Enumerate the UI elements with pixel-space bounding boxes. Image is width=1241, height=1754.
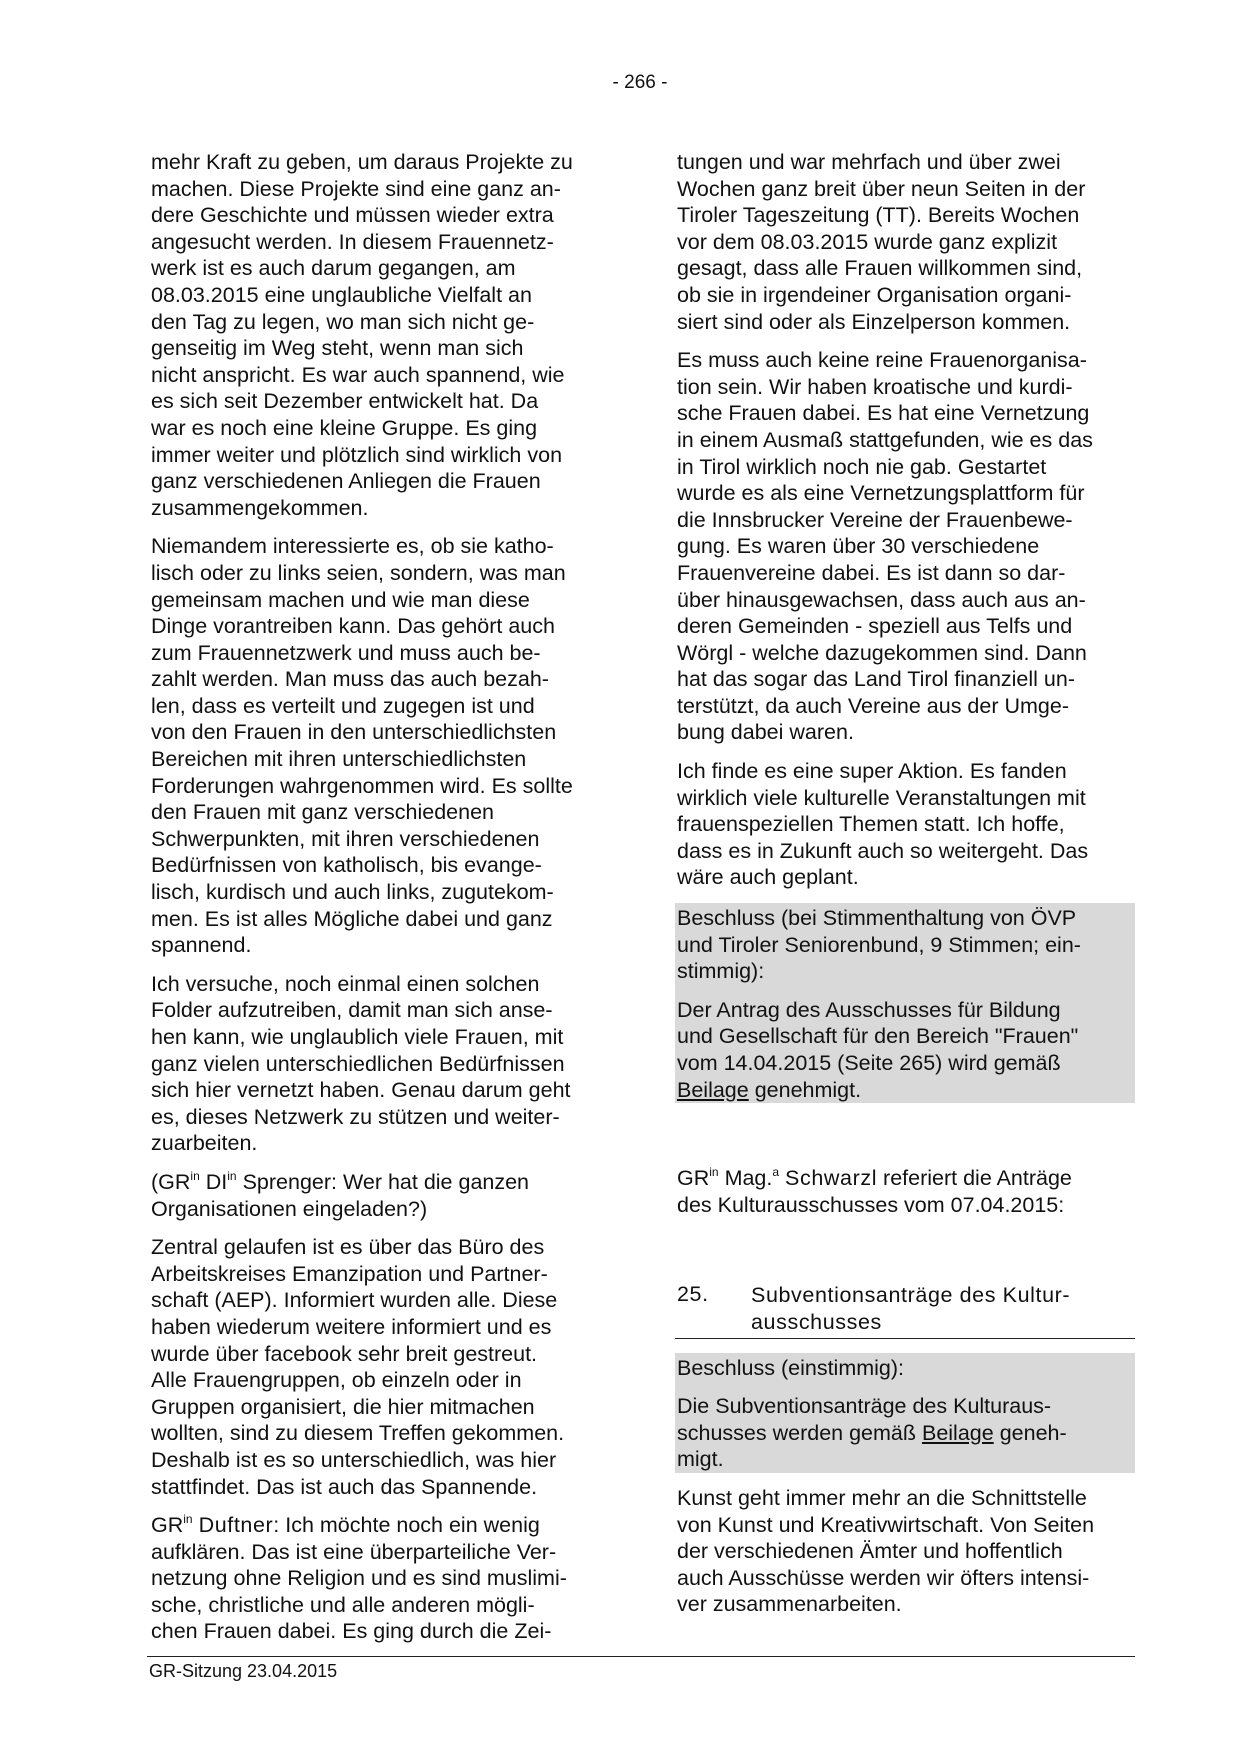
text-line: Folder aufzutreiben, damit man sich anse- (151, 998, 553, 1023)
text-line: zum Frauennetzwerk und muss auch be- (151, 640, 541, 665)
text-line: wurde über facebook sehr breit gestreut. (151, 1341, 538, 1366)
text-line: werk ist es auch darum gegangen, am (151, 256, 516, 281)
text-line: tion sein. Wir haben kroatische und kurdi- (677, 374, 1073, 399)
text-line: wurde es als eine Vernetzungsplattform für (677, 481, 1085, 506)
paragraph (675, 758, 1135, 891)
text-line: zahlt werden. Man muss das auch bezah- (151, 667, 549, 692)
text-line: zuarbeiten. (151, 1131, 258, 1156)
text-line: Gruppen organisiert, die hier mitmachen (151, 1394, 535, 1419)
paragraph (677, 1355, 1133, 1382)
text-line: 08.03.2015 eine unglaubliche Vielfalt an (151, 282, 532, 307)
text-line: deren Gemeinden - speziell aus Telfs und (677, 614, 1073, 639)
text-line: sche, christliche und alle anderen mögli- (151, 1592, 535, 1617)
text-line: es sich seit Dezember entwickelt hat. Da (151, 389, 539, 414)
superscript: in (227, 1168, 237, 1183)
text-line: Beschluss (einstimmig): (677, 1355, 904, 1380)
left-column (149, 149, 609, 1657)
text-line: Deshalb ist es so unterschiedlich, was hier (151, 1447, 557, 1472)
text-line: Organisationen eingeladen?) (151, 1196, 428, 1221)
text-line: Beilage genehmigt. (677, 1077, 862, 1102)
text-line: den Tag zu legen, wo man sich nicht ge- (151, 309, 535, 334)
paragraph (149, 1234, 609, 1500)
text-line: ganz verschiedenen Anliegen die Frauen (151, 469, 541, 494)
text-line: ver zusammenarbeiten. (677, 1592, 902, 1617)
text-line: aufklären. Das ist eine überparteiliche Ver- (151, 1539, 557, 1564)
text-line: des Kulturausschusses vom 07.04.2015: (677, 1192, 1065, 1217)
resolution-kultur (675, 1353, 1135, 1473)
text-line: sich hier vernetzt haben. Genau darum geht (151, 1078, 571, 1103)
text-line: angesucht werden. In diesem Frauennetz- (151, 229, 554, 254)
text-line: gung. Es waren über 30 verschiedene (677, 534, 1040, 559)
text-line: dere Geschichte und müssen wieder extra (151, 203, 554, 228)
superscript: a (772, 1165, 780, 1180)
text-line: über hinausgewachsen, dass auch aus an- (677, 587, 1086, 612)
text-line: Der Antrag des Ausschusses für Bildung (677, 997, 1061, 1022)
text-line: Bedürfnissen von katholisch, bis evange- (151, 853, 542, 878)
attachment-link[interactable]: Beilage (921, 1420, 994, 1445)
text-line: lisch, kurdisch und auch links, zugutekom- (151, 880, 554, 905)
text-line: ausschusses (751, 1309, 882, 1334)
paragraph (149, 971, 609, 1157)
paragraph (675, 347, 1135, 746)
text-line: gemeinsam machen und wie man diese (151, 587, 530, 612)
paragraph (677, 905, 1133, 985)
text-line: Wochen ganz breit über neun Seiten in der (677, 176, 1086, 201)
text-line: auch Ausschüsse werden wir öfters intensi- (677, 1565, 1090, 1590)
text-line: Beschluss (bei Stimmenthaltung von ÖVP (677, 906, 1077, 931)
text-line: immer weiter und plötzlich sind wirklich von (151, 442, 563, 467)
text-line: Wörgl - welche dazugekommen sind. Dann (677, 640, 1087, 665)
text-line: men. Es ist alles Mögliche dabei und ganz (151, 906, 553, 931)
paragraph (149, 149, 609, 521)
text-line: terstützt, da auch Vereine aus der Umge- (677, 693, 1069, 718)
text-line: wirklich viele kulturelle Veranstaltungen mit (677, 785, 1086, 810)
text-line: stimmig): (677, 959, 765, 984)
text-line: stattfindet. Das ist auch das Spannende. (151, 1474, 538, 1499)
superscript: in (183, 1512, 193, 1527)
paragraph (675, 1485, 1135, 1618)
text-line: spannend. (151, 933, 252, 958)
text-line: Kunst geht immer mehr an die Schnittstelle (677, 1485, 1087, 1510)
text-line: migt. (677, 1447, 724, 1472)
text-line: mehr Kraft zu geben, um daraus Projekte zu (151, 150, 573, 174)
text-line: Ich versuche, noch einmal einen solchen (151, 971, 540, 996)
text-line: ob sie in irgendeiner Organisation organi- (677, 282, 1072, 307)
text-line: Zentral gelaufen ist es über das Büro des (151, 1235, 545, 1260)
paragraph (149, 533, 609, 959)
text-line: vom 14.04.2015 (Seite 265) wird gemäß (677, 1051, 1061, 1075)
text-line: Frauenvereine dabei. Es ist dann so dar- (677, 560, 1066, 585)
text-line: und Gesellschaft für den Bereich "Frauen" (677, 1024, 1079, 1049)
text-line: Tiroler Tageszeitung (TT). Bereits Wochen (677, 203, 1080, 228)
text-line: frauenspeziellen Themen statt. Ich hoffe, (677, 812, 1065, 837)
text-line: siert sind oder als Einzelperson kommen. (677, 309, 1071, 334)
text-line: der verschiedenen Ämter und hoffentlich (677, 1539, 1063, 1564)
paragraph (149, 1512, 609, 1645)
right-column (675, 149, 1135, 1630)
footer-text: GR-Sitzung 23.04.2015 (149, 1661, 338, 1681)
text-line: $GR^{in}$ Mag.$^a$ Schwarzl referiert die Anträge (677, 1165, 1072, 1191)
text-line: vor dem 08.03.2015 wurde ganz explizit (677, 229, 1058, 254)
text-line: von Kunst und Kreativwirtschaft. Von Seiten (677, 1512, 1095, 1537)
text-line: Die Subventionsanträge des Kulturaus- (677, 1394, 1052, 1419)
text-line: dass es in Zukunft auch so weitergeht. Das (677, 838, 1089, 863)
paragraph (675, 1165, 1135, 1218)
text-line: wäre auch geplant. (677, 865, 859, 890)
agenda-item-title (751, 1282, 1070, 1335)
paragraph (677, 997, 1133, 1103)
text-line: haben wiederum weitere informiert und es (151, 1314, 552, 1339)
resolution-frauen (675, 903, 1135, 1103)
text-line: $GR^{in}$ Duftner: Ich möchte noch ein wenig (151, 1512, 540, 1538)
text-line: machen. Diese Projekte sind eine ganz an- (151, 176, 561, 201)
superscript: in (709, 1165, 719, 1180)
text-line: ($GR^{in}$ $DI^{in}$ Sprenger: Wer hat die ganzen (151, 1168, 530, 1194)
text-line: genseitig im Weg steht, wenn man sich (151, 336, 524, 361)
text-line: schusses werden gemäß Beilage geneh- (677, 1420, 1067, 1445)
text-line: Dinge vorantreiben kann. Das gehört auch (151, 614, 555, 639)
spacer (675, 1115, 1135, 1165)
text-line: tungen und war mehrfach und über zwei (677, 150, 1061, 174)
speaker-name: Duftner (198, 1513, 274, 1538)
text-line: in einem Ausmaß stattgefunden, wie es das (677, 427, 1093, 452)
text-line: Schwerpunkten, mit ihren verschiedenen (151, 826, 540, 851)
text-line: chen Frauen dabei. Es ging durch die Zei- (151, 1619, 552, 1644)
paragraph (149, 1169, 609, 1222)
text-line: in Tirol wirklich noch nie gab. Gestartet (677, 454, 1047, 479)
text-line: lisch oder zu links seien, sondern, was man (151, 560, 566, 585)
text-line: bung dabei waren. (677, 720, 854, 745)
text-line: Arbeitskreises Emanzipation und Partner- (151, 1261, 548, 1286)
text-line: zusammengekommen. (151, 495, 369, 520)
text-line: den Frauen mit ganz verschiedenen (151, 800, 495, 825)
footer-divider (147, 1656, 1135, 1657)
text-line: len, dass es verteilt und zugegen ist und (151, 693, 535, 718)
text-line: Bereichen mit ihren unterschiedlichsten (151, 747, 527, 772)
text-line: Forderungen wahrgenommen wird. Es sollte (151, 773, 573, 798)
superscript: in (190, 1168, 200, 1183)
paragraph (677, 1393, 1133, 1473)
text-line: die Innsbrucker Vereine der Frauenbewe- (677, 507, 1073, 532)
text-line: es, dieses Netzwerk zu stützen und weiter- (151, 1104, 560, 1129)
text-line: Ich finde es eine super Aktion. Es fanden (677, 759, 1067, 784)
text-line: hat das sogar das Land Tirol finanziell un- (677, 667, 1075, 692)
text-line: ganz vielen unterschiedlichen Bedürfnissen (151, 1051, 565, 1076)
agenda-item-number: 25. (677, 1282, 709, 1307)
text-line: Niemandem interessierte es, ob sie katho- (151, 534, 554, 559)
text-line: gesagt, dass alle Frauen willkommen sind, (677, 256, 1083, 281)
text-line: wollten, sind zu diesem Treffen gekommen. (151, 1421, 565, 1446)
spacer (675, 1230, 1135, 1282)
text-line: und Tiroler Seniorenbund, 9 Stimmen; ein- (677, 932, 1081, 957)
text-line: nicht anspricht. Es war auch spannend, wie (151, 362, 565, 387)
text-line: war es noch eine kleine Gruppe. Es ging (151, 415, 538, 440)
agenda-item-heading (675, 1282, 1135, 1338)
text-line: hen kann, wie unglaublich viele Frauen, mit (151, 1025, 564, 1049)
attachment-link[interactable]: Beilage (677, 1077, 749, 1102)
text-line: Es muss auch keine reine Frauenorganisa- (677, 348, 1087, 373)
speaker-name: Schwarzl (785, 1166, 878, 1191)
text-line: von den Frauen in den unterschiedlichsten (151, 720, 557, 745)
text-line: Subventionsanträge des Kultur- (751, 1283, 1071, 1308)
paragraph (675, 149, 1135, 335)
page-number: - 266 - (612, 72, 668, 93)
text-line: Alle Frauengruppen, ob einzeln oder in (151, 1368, 522, 1393)
text-line: sche Frauen dabei. Es hat eine Vernetzung (677, 401, 1090, 426)
text-line: schaft (AEP). Informiert wurden alle. Diese (151, 1288, 558, 1313)
text-line: netzung ohne Religion und es sind muslimi- (151, 1566, 567, 1591)
